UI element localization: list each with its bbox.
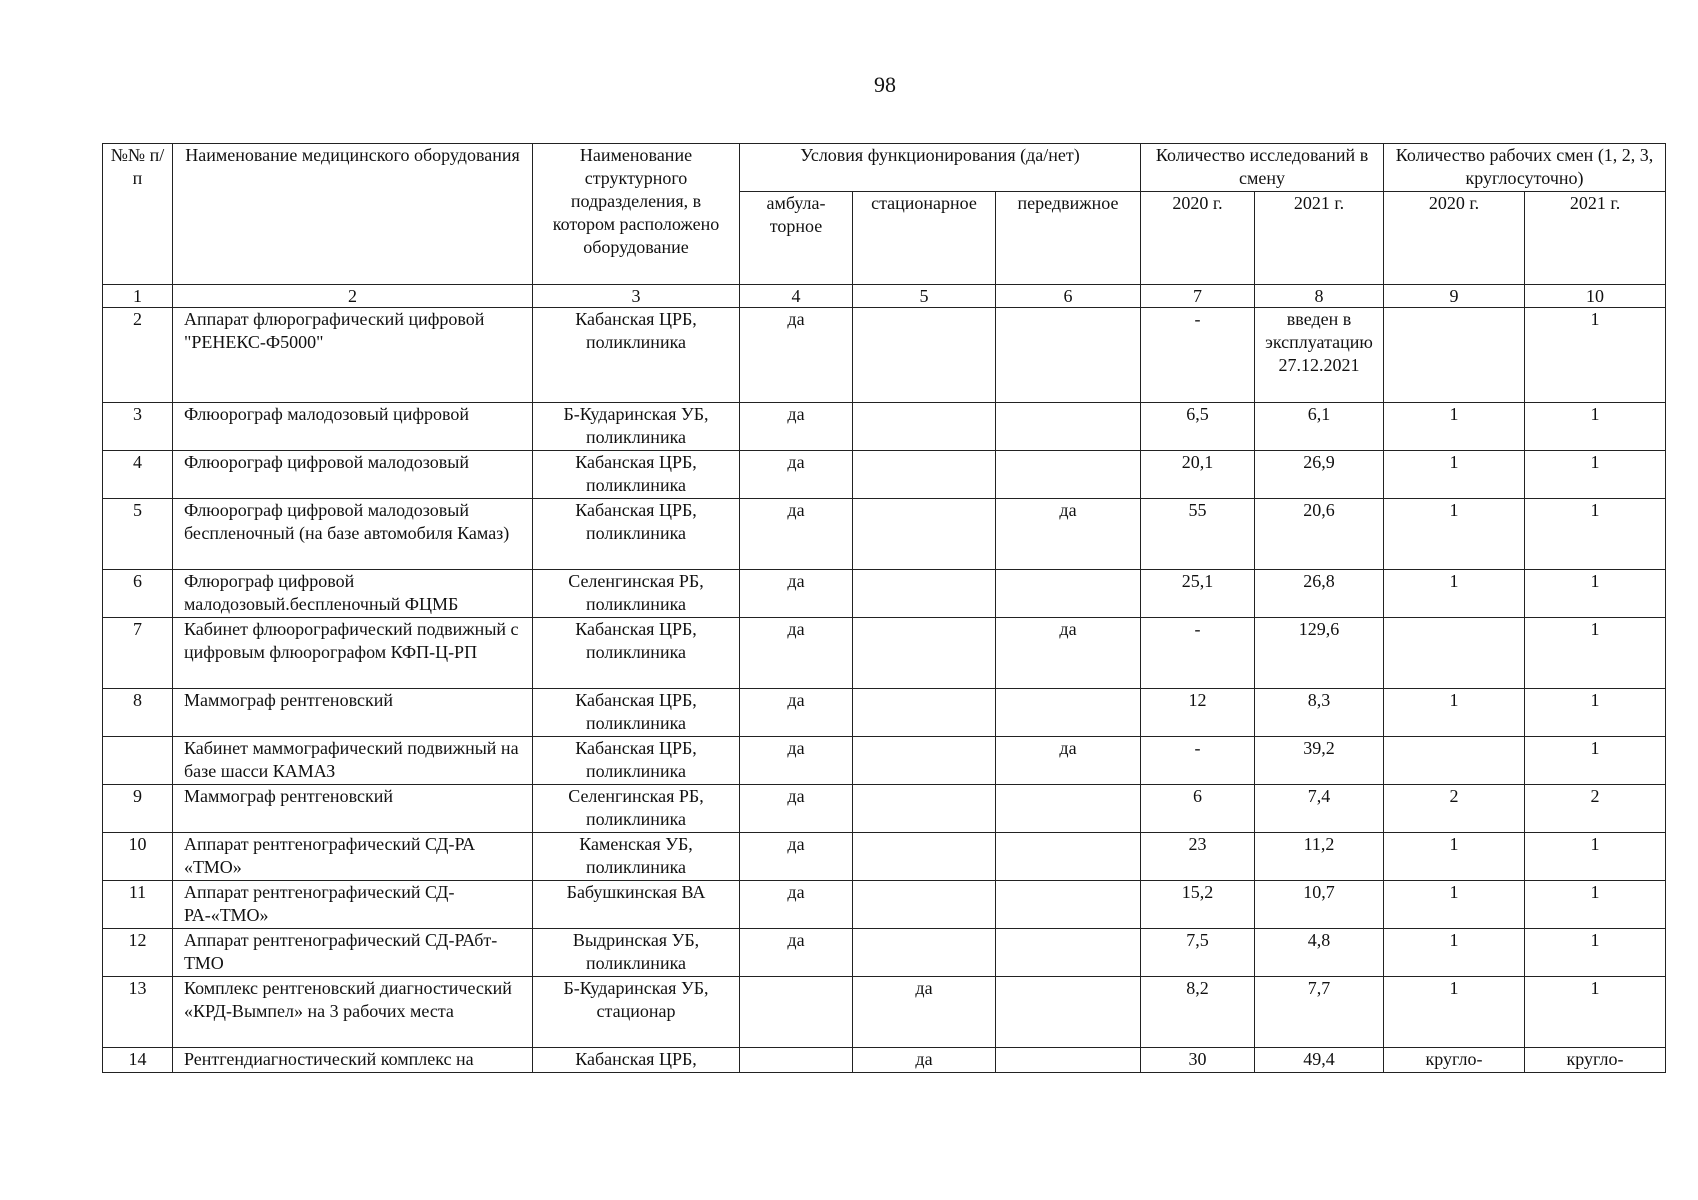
- studies-2021-cell: 10,7: [1255, 881, 1384, 929]
- mobile-cell: да: [996, 737, 1141, 785]
- shifts-2020-cell: 1: [1384, 929, 1525, 977]
- ambulatory-cell: да: [740, 570, 853, 618]
- row-number: 12: [103, 929, 173, 977]
- mobile-cell: да: [996, 618, 1141, 689]
- stationary-cell: [853, 833, 996, 881]
- header-studies-2020: 2020 г.: [1141, 192, 1255, 285]
- equipment-name: Флюорограф цифровой малодозовый: [173, 451, 533, 499]
- unit-name: Кабанская ЦРБ, поликлиника: [533, 308, 740, 403]
- equipment-name: Флюорограф цифровой малодозовый беспленочный (на базе автомобиля Камаз): [173, 499, 533, 570]
- table-row: [103, 499, 1666, 570]
- studies-2021-cell: 39,2: [1255, 737, 1384, 785]
- unit-name: Кабанская ЦРБ, поликлиника: [533, 618, 740, 689]
- equipment-table: [102, 143, 1666, 1073]
- mobile-cell: [996, 881, 1141, 929]
- stationary-cell: да: [853, 977, 996, 1048]
- unit-name: Кабанская ЦРБ, поликлиника: [533, 499, 740, 570]
- column-number: 6: [996, 285, 1141, 308]
- equipment-name: Маммограф рентгеновский: [173, 785, 533, 833]
- unit-name: Кабанская ЦРБ,: [533, 1048, 740, 1073]
- shifts-2021-cell: 1: [1525, 977, 1666, 1048]
- table-row: [103, 977, 1666, 1048]
- studies-2021-cell: 7,7: [1255, 977, 1384, 1048]
- shifts-2021-cell: 1: [1525, 403, 1666, 451]
- unit-name: Кабанская ЦРБ, поликлиника: [533, 689, 740, 737]
- equipment-name: Аппарат рентгенографический СД-РА «ТМО»: [173, 833, 533, 881]
- studies-2021-cell: 4,8: [1255, 929, 1384, 977]
- unit-name: Селенгинская РБ, поликлиника: [533, 785, 740, 833]
- stationary-cell: [853, 308, 996, 403]
- mobile-cell: [996, 833, 1141, 881]
- studies-2020-cell: -: [1141, 308, 1255, 403]
- row-number: 3: [103, 403, 173, 451]
- shifts-2021-cell: 1: [1525, 499, 1666, 570]
- unit-name: Кабанская ЦРБ, поликлиника: [533, 737, 740, 785]
- row-number: 10: [103, 833, 173, 881]
- studies-2020-cell: 23: [1141, 833, 1255, 881]
- ambulatory-cell: да: [740, 499, 853, 570]
- equipment-name: Комплекс рентгеновский диагностический «КРД-Вымпел» на 3 рабочих места: [173, 977, 533, 1048]
- ambulatory-cell: да: [740, 929, 853, 977]
- studies-2021-cell: 6,1: [1255, 403, 1384, 451]
- shifts-2020-cell: кругло-: [1384, 1048, 1525, 1073]
- unit-name: Каменская УБ, поликлиника: [533, 833, 740, 881]
- equipment-name: Рентгендиагностический комплекс на: [173, 1048, 533, 1073]
- mobile-cell: [996, 308, 1141, 403]
- stationary-cell: [853, 499, 996, 570]
- stationary-cell: [853, 451, 996, 499]
- shifts-2020-cell: 1: [1384, 881, 1525, 929]
- header-unit: Наименование структурного подразделения, в котором расположено оборудование: [533, 144, 740, 285]
- mobile-cell: [996, 570, 1141, 618]
- shifts-2020-cell: 2: [1384, 785, 1525, 833]
- header-conditions: Условия функционирования (да/нет): [740, 144, 1141, 192]
- stationary-cell: [853, 403, 996, 451]
- mobile-cell: [996, 403, 1141, 451]
- table-row: [103, 618, 1666, 689]
- studies-2021-cell: 49,4: [1255, 1048, 1384, 1073]
- shifts-2021-cell: 2: [1525, 785, 1666, 833]
- header-num: №№ п/п: [103, 144, 173, 285]
- table-row: [103, 785, 1666, 833]
- column-number: 4: [740, 285, 853, 308]
- ambulatory-cell: да: [740, 881, 853, 929]
- shifts-2021-cell: кругло-: [1525, 1048, 1666, 1073]
- table-row: [103, 451, 1666, 499]
- ambulatory-cell: да: [740, 618, 853, 689]
- stationary-cell: [853, 689, 996, 737]
- equipment-name: Аппарат рентгенографический СД-РА-«ТМО»: [173, 881, 533, 929]
- unit-name: Селенгинская РБ, поликлиника: [533, 570, 740, 618]
- stationary-cell: [853, 618, 996, 689]
- shifts-2021-cell: 1: [1525, 618, 1666, 689]
- studies-2020-cell: -: [1141, 737, 1255, 785]
- studies-2021-cell: 26,9: [1255, 451, 1384, 499]
- shifts-2021-cell: 1: [1525, 451, 1666, 499]
- shifts-2021-cell: 1: [1525, 308, 1666, 403]
- header-studies-2021: 2021 г.: [1255, 192, 1384, 285]
- header-shifts-2021: 2021 г.: [1525, 192, 1666, 285]
- shifts-2020-cell: [1384, 308, 1525, 403]
- row-number: 9: [103, 785, 173, 833]
- table-row: [103, 689, 1666, 737]
- stationary-cell: [853, 570, 996, 618]
- shifts-2021-cell: 1: [1525, 689, 1666, 737]
- shifts-2020-cell: [1384, 737, 1525, 785]
- table-row: [103, 308, 1666, 403]
- row-number: 11: [103, 881, 173, 929]
- mobile-cell: да: [996, 499, 1141, 570]
- studies-2020-cell: 20,1: [1141, 451, 1255, 499]
- studies-2021-cell: 129,6: [1255, 618, 1384, 689]
- studies-2020-cell: 25,1: [1141, 570, 1255, 618]
- mobile-cell: [996, 929, 1141, 977]
- stationary-cell: [853, 929, 996, 977]
- column-number: 5: [853, 285, 996, 308]
- table-row: [103, 881, 1666, 929]
- table-row: [103, 929, 1666, 977]
- ambulatory-cell: да: [740, 833, 853, 881]
- studies-2020-cell: 7,5: [1141, 929, 1255, 977]
- row-number: 2: [103, 308, 173, 403]
- mobile-cell: [996, 977, 1141, 1048]
- shifts-2020-cell: 1: [1384, 833, 1525, 881]
- ambulatory-cell: [740, 1048, 853, 1073]
- shifts-2021-cell: 1: [1525, 737, 1666, 785]
- equipment-name: Аппарат флюрографический цифровой "РЕНЕКС-Ф5000": [173, 308, 533, 403]
- column-number: 9: [1384, 285, 1525, 308]
- shifts-2020-cell: 1: [1384, 499, 1525, 570]
- equipment-name: Аппарат рентгенографический СД-РАбт-ТМО: [173, 929, 533, 977]
- column-number: 8: [1255, 285, 1384, 308]
- shifts-2020-cell: [1384, 618, 1525, 689]
- unit-name: Б-Кударинская УБ, поликлиника: [533, 403, 740, 451]
- stationary-cell: [853, 737, 996, 785]
- ambulatory-cell: [740, 977, 853, 1048]
- ambulatory-cell: да: [740, 308, 853, 403]
- column-number: 3: [533, 285, 740, 308]
- studies-2020-cell: 30: [1141, 1048, 1255, 1073]
- row-number: 14: [103, 1048, 173, 1073]
- row-number: 7: [103, 618, 173, 689]
- table-row: [103, 570, 1666, 618]
- table-row: [103, 1048, 1666, 1073]
- header-equipment: Наименование медицинского оборудования: [173, 144, 533, 285]
- column-number: 7: [1141, 285, 1255, 308]
- table-row: [103, 833, 1666, 881]
- unit-name: Кабанская ЦРБ, поликлиника: [533, 451, 740, 499]
- unit-name: Б-Кударинская УБ, стационар: [533, 977, 740, 1048]
- ambulatory-cell: да: [740, 785, 853, 833]
- column-number: 1: [103, 285, 173, 308]
- stationary-cell: да: [853, 1048, 996, 1073]
- studies-2021-cell: 8,3: [1255, 689, 1384, 737]
- unit-name: Бабушкинская ВА: [533, 881, 740, 929]
- studies-2021-cell: 20,6: [1255, 499, 1384, 570]
- equipment-name: Кабинет флюорографический подвижный с цифровым флюорографом КФП-Ц-РП: [173, 618, 533, 689]
- row-number: 8: [103, 689, 173, 737]
- header-mobile: передвижное: [996, 192, 1141, 285]
- equipment-name: Кабинет маммографический подвижный на базе шасси КАМАЗ: [173, 737, 533, 785]
- shifts-2021-cell: 1: [1525, 833, 1666, 881]
- shifts-2020-cell: 1: [1384, 403, 1525, 451]
- equipment-name: Флюрограф цифровой малодозовый.беспленочный ФЦМБ: [173, 570, 533, 618]
- studies-2020-cell: 55: [1141, 499, 1255, 570]
- studies-2020-cell: 8,2: [1141, 977, 1255, 1048]
- shifts-2020-cell: 1: [1384, 451, 1525, 499]
- ambulatory-cell: да: [740, 451, 853, 499]
- column-number: 10: [1525, 285, 1666, 308]
- mobile-cell: [996, 689, 1141, 737]
- mobile-cell: [996, 1048, 1141, 1073]
- row-number: [103, 737, 173, 785]
- unit-name: Выдринская УБ, поликлиника: [533, 929, 740, 977]
- mobile-cell: [996, 451, 1141, 499]
- table-row: [103, 403, 1666, 451]
- header-shifts: Количество рабочих смен (1, 2, 3, круглосуточно): [1384, 144, 1666, 192]
- shifts-2021-cell: 1: [1525, 570, 1666, 618]
- equipment-name: Флюорограф малодозовый цифровой: [173, 403, 533, 451]
- shifts-2020-cell: 1: [1384, 689, 1525, 737]
- ambulatory-cell: да: [740, 689, 853, 737]
- studies-2021-cell: введен в эксплуатацию 27.12.2021: [1255, 308, 1384, 403]
- studies-2021-cell: 7,4: [1255, 785, 1384, 833]
- studies-2020-cell: 12: [1141, 689, 1255, 737]
- row-number: 6: [103, 570, 173, 618]
- header-shifts-2020: 2020 г.: [1384, 192, 1525, 285]
- stationary-cell: [853, 881, 996, 929]
- studies-2020-cell: -: [1141, 618, 1255, 689]
- page-number: 98: [874, 72, 896, 97]
- studies-2021-cell: 26,8: [1255, 570, 1384, 618]
- shifts-2020-cell: 1: [1384, 977, 1525, 1048]
- studies-2020-cell: 6,5: [1141, 403, 1255, 451]
- shifts-2021-cell: 1: [1525, 929, 1666, 977]
- row-number: 4: [103, 451, 173, 499]
- ambulatory-cell: да: [740, 737, 853, 785]
- row-number: 13: [103, 977, 173, 1048]
- studies-2020-cell: 15,2: [1141, 881, 1255, 929]
- header-studies: Количество исследований в смену: [1141, 144, 1384, 192]
- column-number: 2: [173, 285, 533, 308]
- ambulatory-cell: да: [740, 403, 853, 451]
- header-ambulatory: амбула-торное: [740, 192, 853, 285]
- row-number: 5: [103, 499, 173, 570]
- table-row: [103, 737, 1666, 785]
- studies-2020-cell: 6: [1141, 785, 1255, 833]
- mobile-cell: [996, 785, 1141, 833]
- equipment-name: Маммограф рентгеновский: [173, 689, 533, 737]
- studies-2021-cell: 11,2: [1255, 833, 1384, 881]
- column-number-row: [103, 285, 1666, 308]
- shifts-2020-cell: 1: [1384, 570, 1525, 618]
- shifts-2021-cell: 1: [1525, 881, 1666, 929]
- header-stationary: стационарное: [853, 192, 996, 285]
- stationary-cell: [853, 785, 996, 833]
